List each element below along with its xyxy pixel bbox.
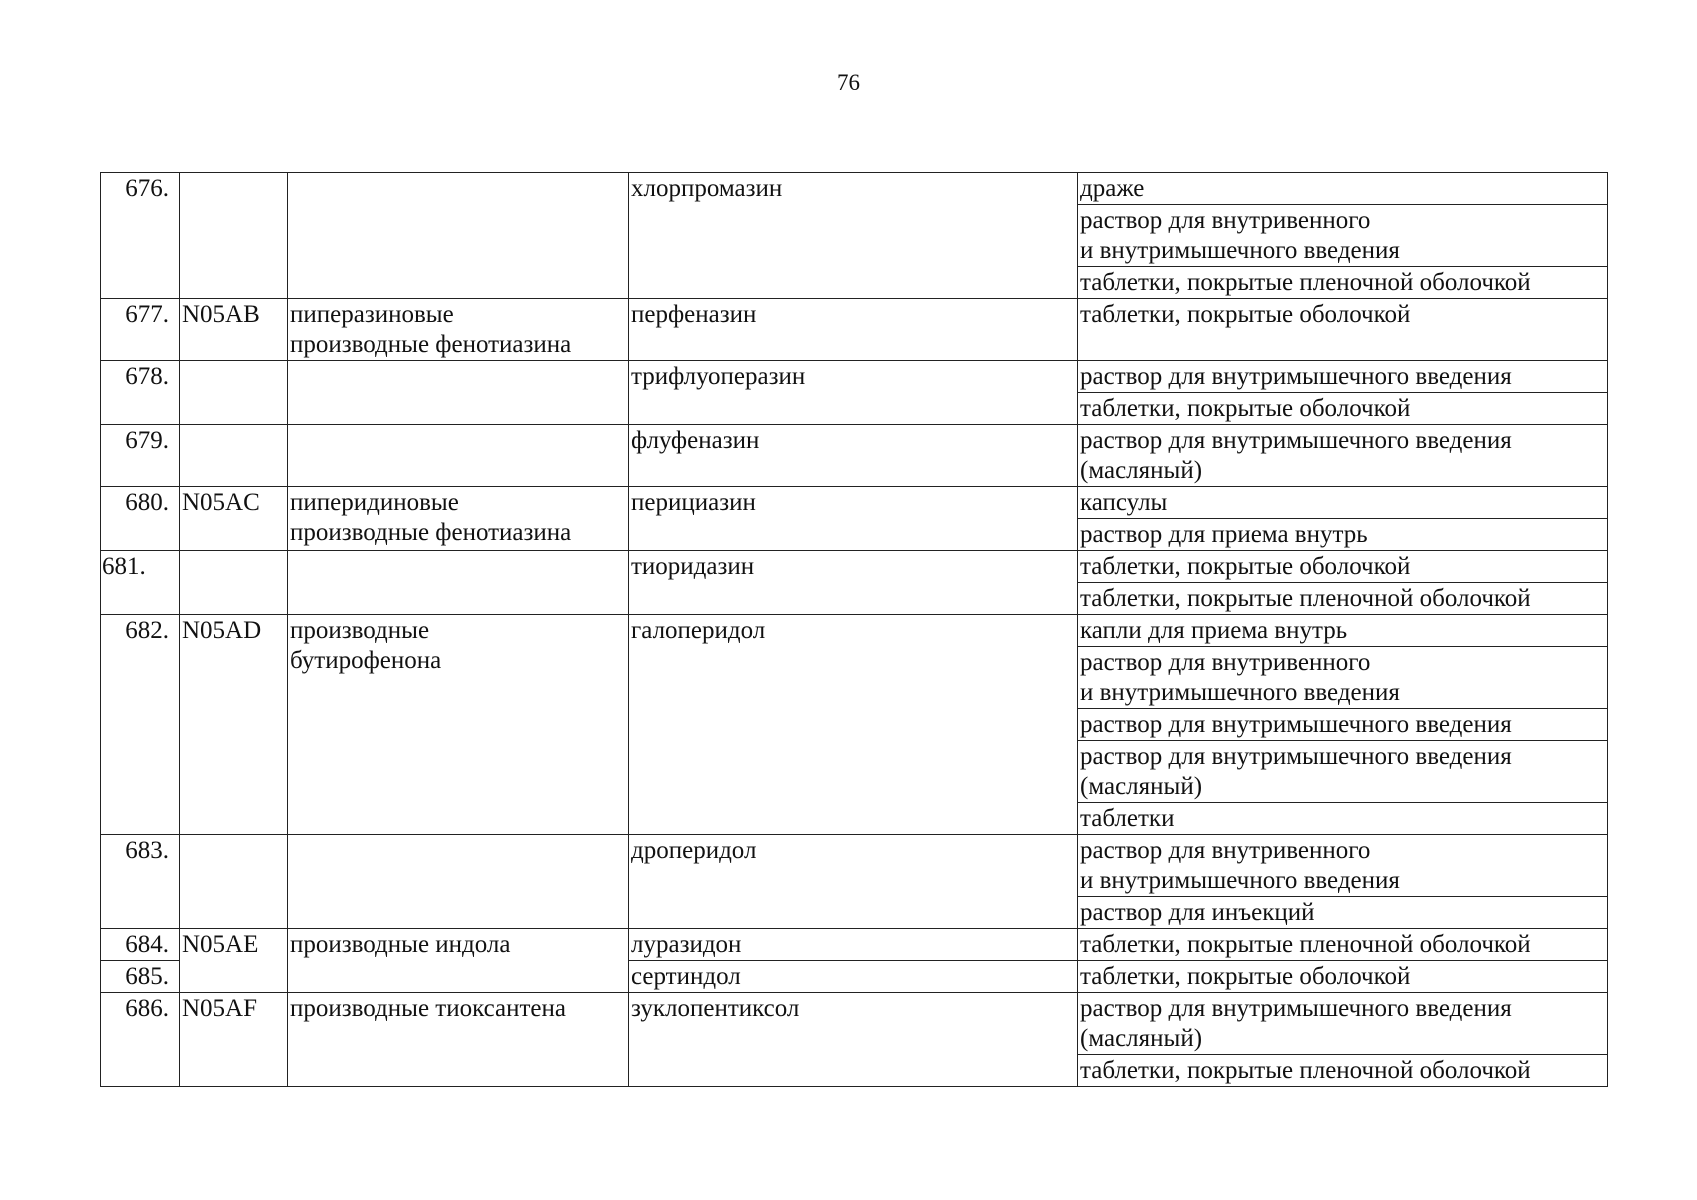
dosage-form: таблетки, покрытые пленочной оболочкой <box>1078 267 1608 299</box>
drug-group: производные бутирофенона <box>288 615 629 835</box>
dosage-form: таблетки, покрытые пленочной оболочкой <box>1078 1055 1608 1087</box>
drug-name: перфеназин <box>629 299 1078 361</box>
atc-code <box>180 425 288 487</box>
dosage-form: драже <box>1078 173 1608 205</box>
dosage-form: раствор для внутримышечного введения (масляный) <box>1078 993 1608 1055</box>
drug-name: луразидон <box>629 929 1078 961</box>
dosage-form: раствор для внутримышечного введения (масляный) <box>1078 425 1608 487</box>
dosage-form: таблетки, покрытые оболочкой <box>1078 299 1608 361</box>
table-row <box>101 173 1608 205</box>
drug-name: галоперидол <box>629 615 1078 835</box>
atc-code: N05AF <box>180 993 288 1087</box>
drug-group: производные тиоксантена <box>288 993 629 1087</box>
table-row <box>101 299 1608 361</box>
dosage-form: таблетки, покрытые оболочкой <box>1078 551 1608 583</box>
dosage-form: таблетки, покрытые пленочной оболочкой <box>1078 929 1608 961</box>
dosage-form: таблетки, покрытые оболочкой <box>1078 393 1608 425</box>
drug-group: пиперазиновые производные фенотиазина <box>288 299 629 361</box>
row-number: 679. <box>101 425 180 487</box>
dosage-form: таблетки <box>1078 803 1608 835</box>
row-number: 681. <box>101 551 180 615</box>
drug-group <box>288 173 629 299</box>
drug-name: дроперидол <box>629 835 1078 929</box>
dosage-form: раствор для приема внутрь <box>1078 519 1608 551</box>
row-number: 682. <box>101 615 180 835</box>
atc-code: N05AB <box>180 299 288 361</box>
atc-code <box>180 835 288 929</box>
table-row <box>101 993 1608 1055</box>
dosage-form: раствор для внутримышечного введения <box>1078 361 1608 393</box>
drug-name: зуклопентиксол <box>629 993 1078 1087</box>
dosage-form: раствор для внутривенного и внутримышечного введения <box>1078 647 1608 709</box>
table-row <box>101 361 1608 393</box>
atc-code: N05AC <box>180 487 288 551</box>
drug-group <box>288 425 629 487</box>
row-number: 685. <box>101 961 180 993</box>
dosage-form: раствор для внутримышечного введения <box>1078 709 1608 741</box>
table-row <box>101 551 1608 583</box>
dosage-form: капли для приема внутрь <box>1078 615 1608 647</box>
atc-code <box>180 173 288 299</box>
dosage-form: таблетки, покрытые оболочкой <box>1078 961 1608 993</box>
table-row <box>101 929 1608 961</box>
dosage-form: раствор для внутривенного и внутримышечного введения <box>1078 205 1608 267</box>
atc-code: N05AE <box>180 929 288 993</box>
drug-name: сертиндол <box>629 961 1078 993</box>
row-number: 676. <box>101 173 180 299</box>
dosage-form: раствор для внутривенного и внутримышечного введения <box>1078 835 1608 897</box>
row-number: 680. <box>101 487 180 551</box>
dosage-form: таблетки, покрытые пленочной оболочкой <box>1078 583 1608 615</box>
row-number: 678. <box>101 361 180 425</box>
atc-code <box>180 361 288 425</box>
table-row <box>101 487 1608 519</box>
drug-table <box>100 172 1608 1087</box>
atc-code <box>180 551 288 615</box>
table-row <box>101 615 1608 647</box>
row-number: 684. <box>101 929 180 961</box>
drug-group <box>288 361 629 425</box>
dosage-form: раствор для инъекций <box>1078 897 1608 929</box>
drug-name: хлорпромазин <box>629 173 1078 299</box>
drug-group <box>288 551 629 615</box>
table-row <box>101 835 1608 897</box>
row-number: 683. <box>101 835 180 929</box>
table-row <box>101 425 1608 487</box>
drug-name: перициазин <box>629 487 1078 551</box>
page-number: 76 <box>837 70 860 95</box>
row-number: 677. <box>101 299 180 361</box>
drug-group: пиперидиновые производные фенотиазина <box>288 487 629 551</box>
row-number: 686. <box>101 993 180 1087</box>
drug-name: трифлуоперазин <box>629 361 1078 425</box>
dosage-form: капсулы <box>1078 487 1608 519</box>
drug-name: тиоридазин <box>629 551 1078 615</box>
drug-group: производные индола <box>288 929 629 993</box>
dosage-form: раствор для внутримышечного введения (масляный) <box>1078 741 1608 803</box>
atc-code: N05AD <box>180 615 288 835</box>
drug-name: флуфеназин <box>629 425 1078 487</box>
drug-group <box>288 835 629 929</box>
